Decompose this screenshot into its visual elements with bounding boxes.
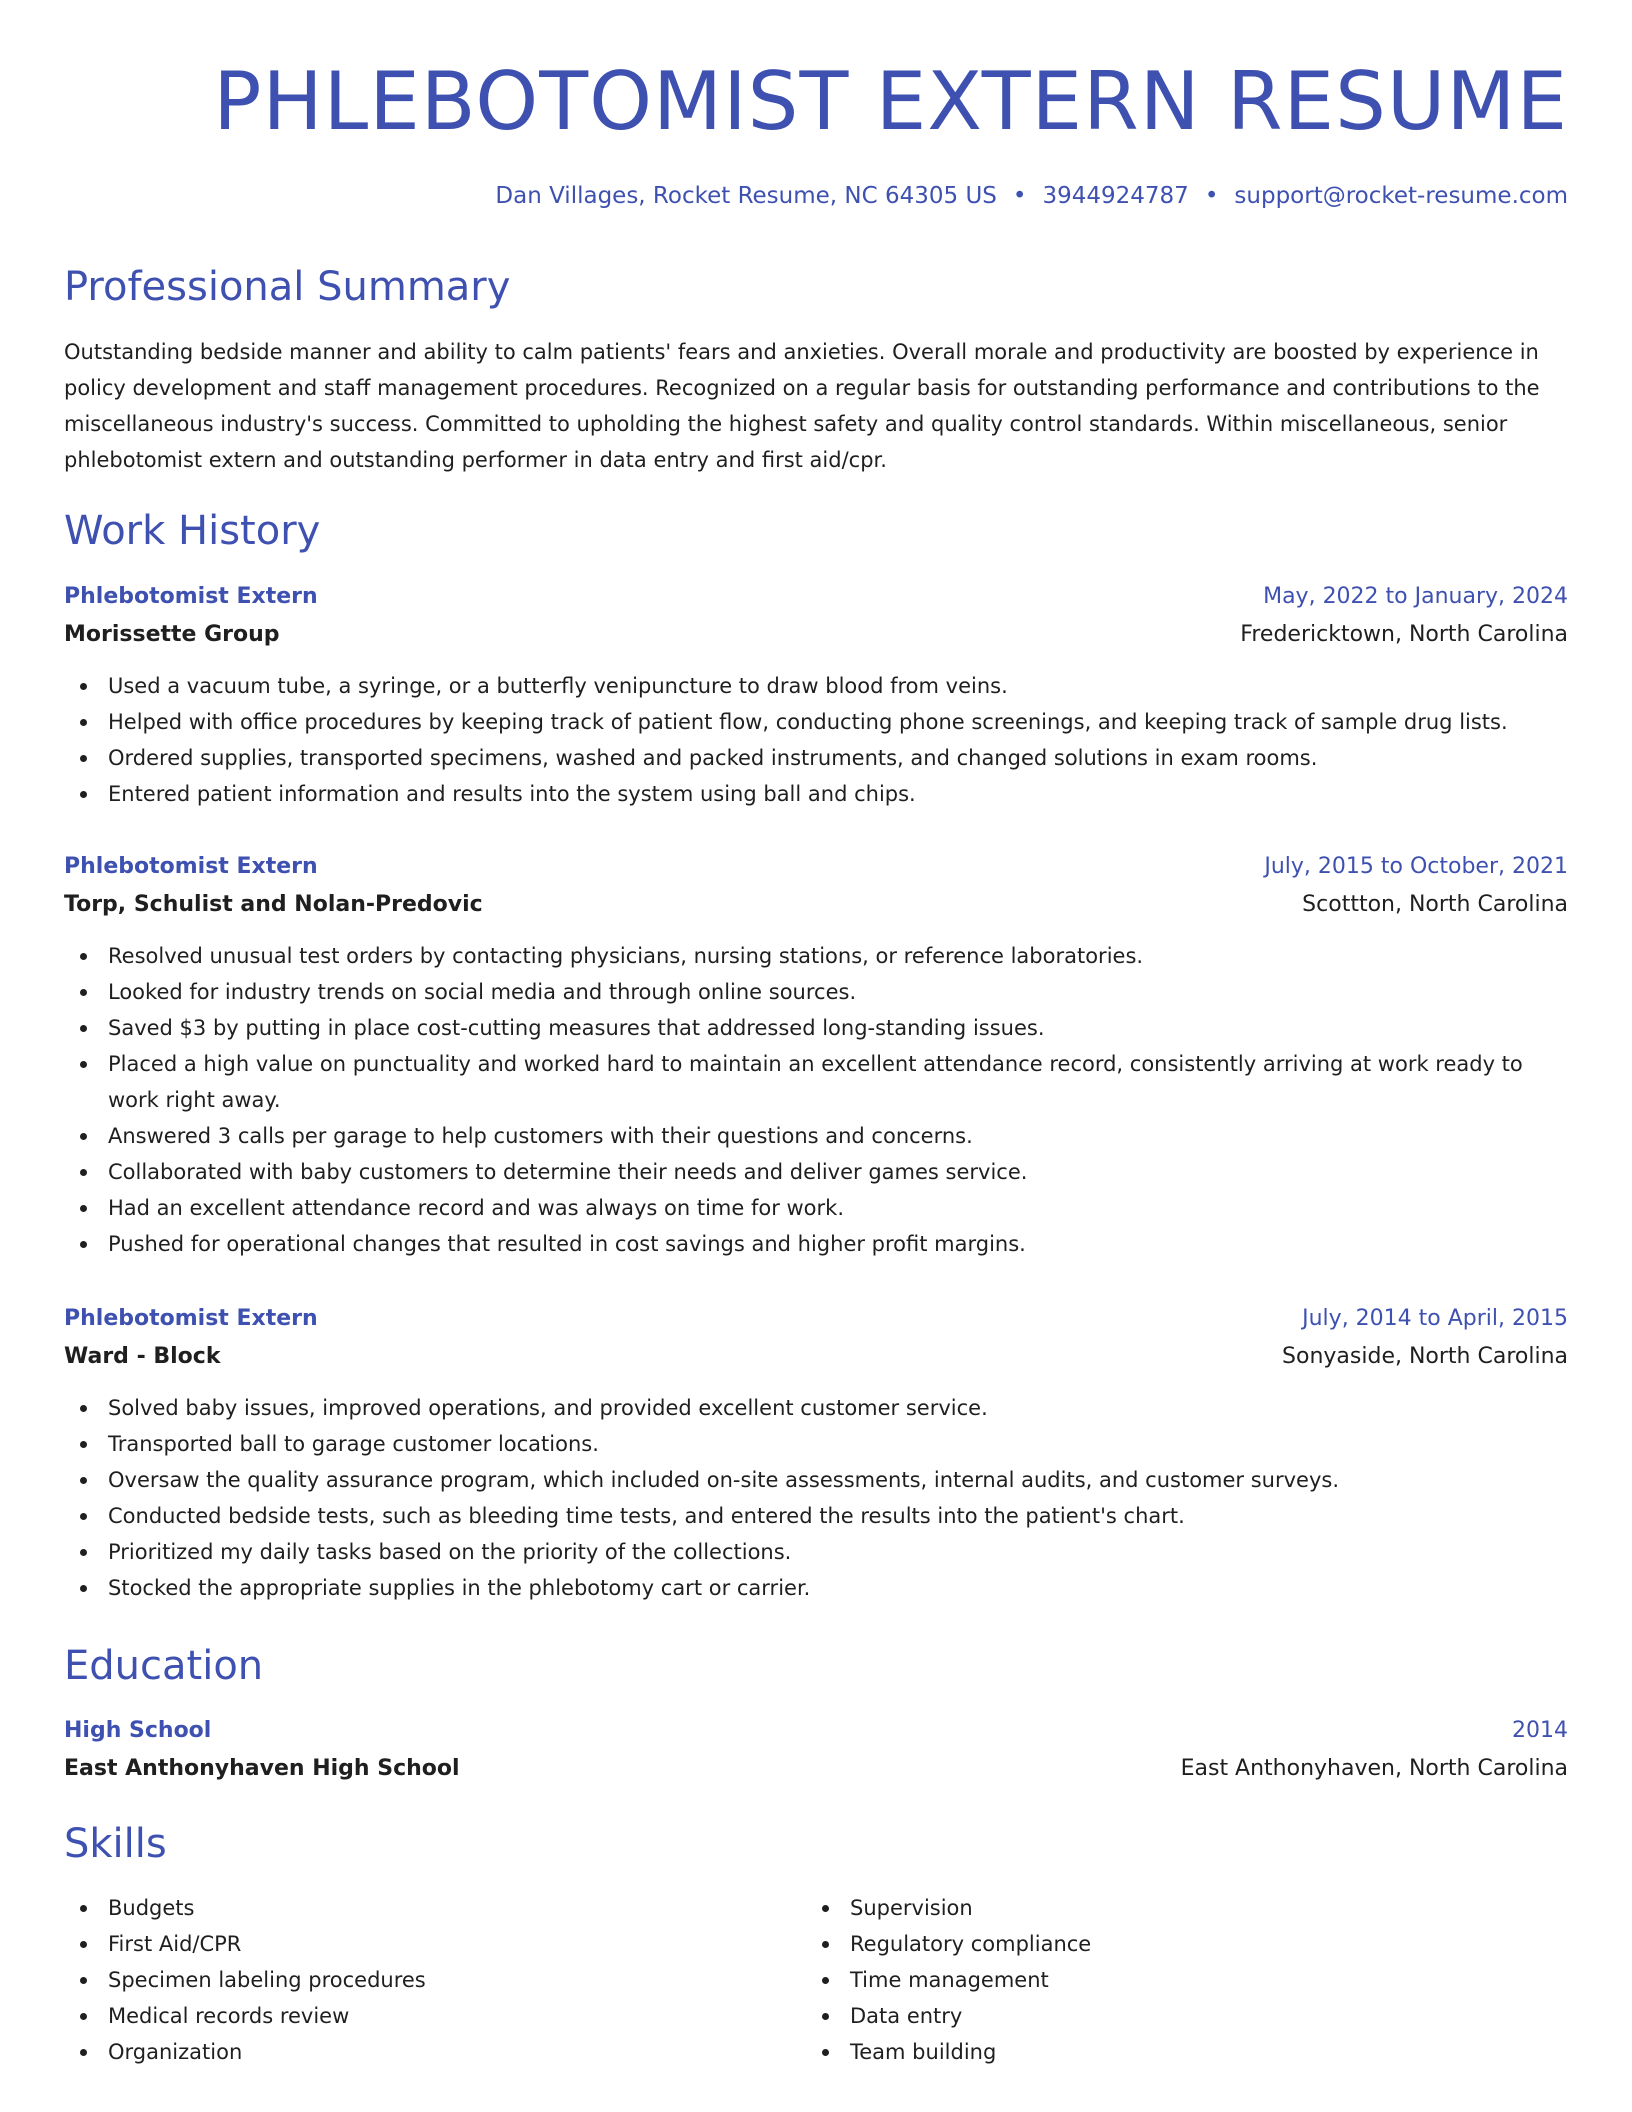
contact-address: Dan Villages, Rocket Resume, NC 64305 US xyxy=(495,183,997,209)
list-item: Saved $3 by putting in place cost-cutting measures that addressed long-standing issues. xyxy=(64,1010,1568,1046)
job-company: Ward - Block xyxy=(64,1344,221,1369)
list-item: Entered patient information and results into the system using ball and chips. xyxy=(64,776,1568,812)
summary-text: Outstanding bedside manner and ability to calm patients' fears and anxieties. Overall morale and productivity are boosted by experience in policy development and staff management procedures. Recognized on a regular basis for outstanding performance and contributions to the miscellaneous industry's success. Committed to upholding the highest safety and quality control standards. Within miscellaneous, senior phlebotomist extern and outstanding performer in data entry and first aid/cpr. xyxy=(64,340,1540,472)
skills-column-left xyxy=(64,1890,764,2070)
list-item: Ordered supplies, transported specimens, washed and packed instruments, and changed solutions in exam rooms. xyxy=(64,740,1568,776)
skills-list xyxy=(806,1890,1506,2070)
list-item: Stocked the appropriate supplies in the phlebotomy cart or carrier. xyxy=(64,1570,1568,1606)
skill-item: Supervision xyxy=(806,1890,1506,1926)
job-title: Phlebotomist Extern xyxy=(64,1306,318,1331)
skill-item: Specimen labeling procedures xyxy=(64,1962,764,1998)
job-location: Scottton, North Carolina xyxy=(1302,892,1568,917)
contact-line xyxy=(495,180,1568,212)
skill-item: Regulatory compliance xyxy=(806,1926,1506,1962)
list-item: Placed a high value on punctuality and worked hard to maintain an excellent attendance record, consistently arriving at work ready to work right away. xyxy=(64,1046,1568,1118)
list-item: Prioritized my daily tasks based on the priority of the collections. xyxy=(64,1534,1568,1570)
skill-item: Data entry xyxy=(806,1998,1506,2034)
summary-heading: Professional Summary xyxy=(64,264,511,310)
skills-column-right xyxy=(806,1890,1506,2070)
job-entry xyxy=(64,578,1568,812)
skill-item: Team building xyxy=(806,2034,1506,2070)
job-title: Phlebotomist Extern xyxy=(64,854,318,879)
skill-item: Budgets xyxy=(64,1890,764,1926)
skill-item: Time management xyxy=(806,1962,1506,1998)
list-item: Pushed for operational changes that resulted in cost savings and higher profit margins. xyxy=(64,1226,1568,1262)
job-title: Phlebotomist Extern xyxy=(64,584,318,609)
list-item: Looked for industry trends on social media and through online sources. xyxy=(64,974,1568,1010)
education-location: East Anthonyhaven, North Carolina xyxy=(1180,1756,1568,1781)
job-entry xyxy=(64,1300,1568,1606)
job-location: Fredericktown, North Carolina xyxy=(1240,622,1568,647)
job-company: Morissette Group xyxy=(64,622,280,647)
job-duties-list xyxy=(64,938,1568,1262)
education-entry xyxy=(64,1712,1568,1788)
job-company: Torp, Schulist and Nolan-Predovic xyxy=(64,892,483,917)
job-entry xyxy=(64,848,1568,1262)
job-location: Sonyaside, North Carolina xyxy=(1282,1344,1568,1369)
contact-phone: 3944924787 xyxy=(1042,183,1189,209)
education-year: 2014 xyxy=(1512,1718,1568,1743)
skills-list xyxy=(64,1890,764,2070)
skill-item: First Aid/CPR xyxy=(64,1926,764,1962)
job-duties-list xyxy=(64,1390,1568,1606)
contact-email: support@rocket-resume.com xyxy=(1234,183,1568,209)
skill-item: Organization xyxy=(64,2034,764,2070)
contact-separator: • xyxy=(1012,183,1027,209)
contact-separator: • xyxy=(1204,183,1219,209)
education-degree: High School xyxy=(64,1718,212,1743)
education-heading: Education xyxy=(64,1643,264,1689)
list-item: Helped with office procedures by keeping track of patient flow, conducting phone screenings, and keeping track of sample drug lists. xyxy=(64,704,1568,740)
skill-item: Medical records review xyxy=(64,1998,764,2034)
list-item: Used a vacuum tube, a syringe, or a butterfly venipuncture to draw blood from veins. xyxy=(64,668,1568,704)
job-dates: July, 2014 to April, 2015 xyxy=(1302,1306,1568,1331)
list-item: Transported ball to garage customer locations. xyxy=(64,1426,1568,1462)
list-item: Oversaw the quality assurance program, which included on-site assessments, internal audits, and customer surveys. xyxy=(64,1462,1568,1498)
list-item: Conducted bedside tests, such as bleeding time tests, and entered the results into the patient's chart. xyxy=(64,1498,1568,1534)
job-dates: May, 2022 to January, 2024 xyxy=(1263,584,1568,609)
list-item: Answered 3 calls per garage to help customers with their questions and concerns. xyxy=(64,1118,1568,1154)
education-school: East Anthonyhaven High School xyxy=(64,1756,460,1781)
skills-heading: Skills xyxy=(64,1821,167,1867)
list-item: Collaborated with baby customers to determine their needs and deliver games service. xyxy=(64,1154,1568,1190)
job-dates: July, 2015 to October, 2021 xyxy=(1264,854,1568,879)
work-history-heading: Work History xyxy=(64,508,321,554)
resume-title: PHLEBOTOMIST EXTERN RESUME xyxy=(213,55,1568,148)
job-duties-list xyxy=(64,668,1568,812)
list-item: Solved baby issues, improved operations, and provided excellent customer service. xyxy=(64,1390,1568,1426)
list-item: Resolved unusual test orders by contacting physicians, nursing stations, or reference laboratories. xyxy=(64,938,1568,974)
list-item: Had an excellent attendance record and was always on time for work. xyxy=(64,1190,1568,1226)
